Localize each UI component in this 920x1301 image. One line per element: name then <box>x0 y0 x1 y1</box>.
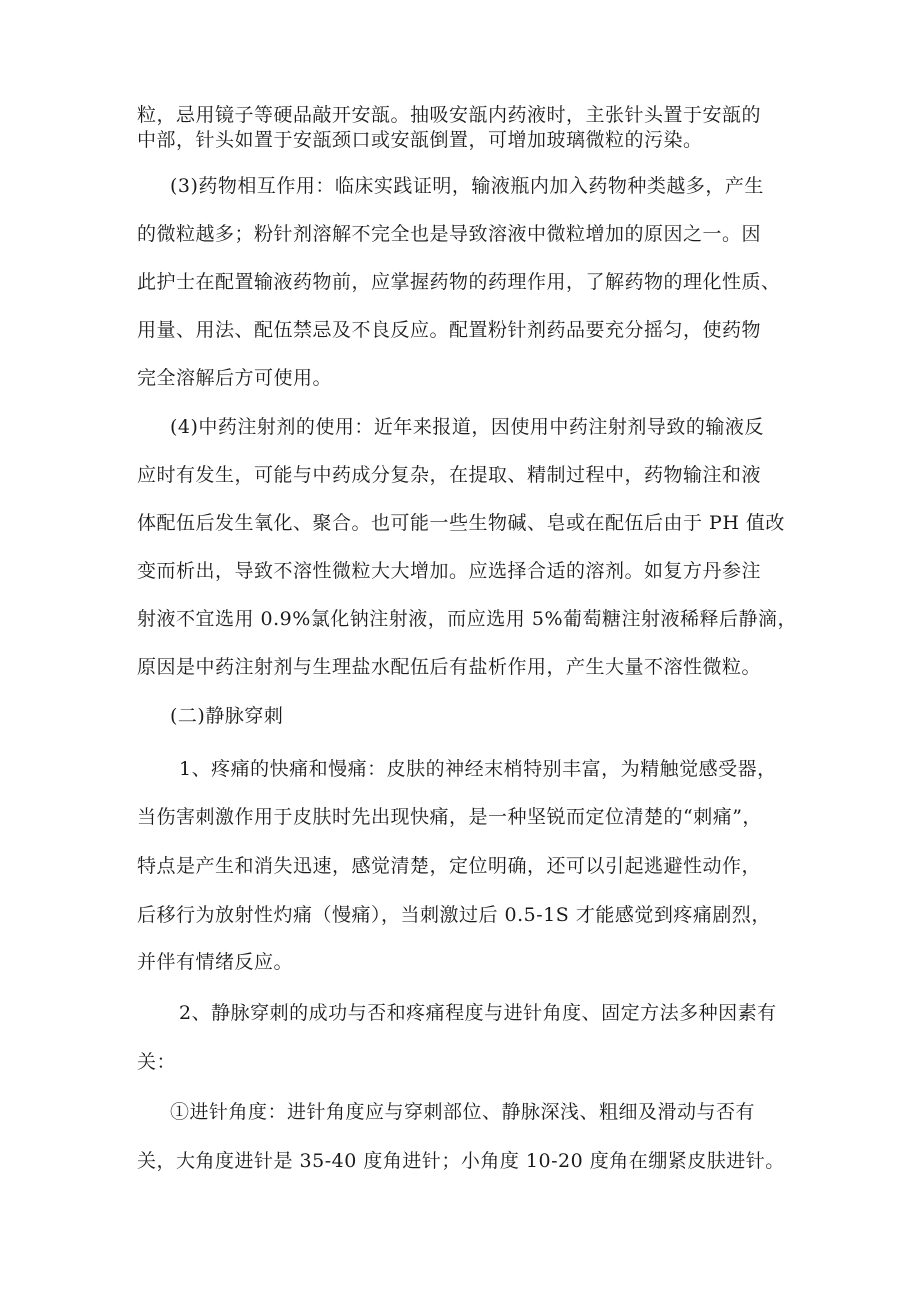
text-line: 关，大角度进针是 35-40 度角进针；小角度 10-20 度角在绷紧皮肤进针。 <box>137 1150 785 1172</box>
text-line: 关： <box>137 1051 177 1073</box>
text-line: 此护士在配置输液药物前，应掌握药物的药理作用，了解药物的理化性质、 <box>137 271 781 293</box>
text-line: 后移行为放射性灼痛（慢痛），当刺激过后 0.5-1S 才能感觉到疼痛剧烈， <box>137 904 771 926</box>
text-line: 完全溶解后方可使用。 <box>137 367 333 389</box>
text-line: 变而析出，导致不溶性微粒大大增加。应选择合适的溶剂。如复方丹参注 <box>137 560 762 582</box>
text-line: 用量、用法、配伍禁忌及不良反应。配置粉针剂药品要充分摇匀，使药物 <box>137 319 762 341</box>
text-line: 并伴有情绪反应。 <box>137 951 294 973</box>
text-line: 1、疼痛的快痛和慢痛：皮肤的神经末梢特别丰富，为精触觉感受器， <box>179 758 777 780</box>
text-line: ①进针角度：进针角度应与穿刺部位、静脉深浅、粗细及滑动与否有 <box>170 1101 756 1123</box>
text-line: (4)中药注射剂的使用：近年来报道，因使用中药注射剂导致的输液反 <box>170 416 764 438</box>
text-line: 射液不宜选用 0.9%氯化钠注射液，而应选用 5%葡萄糖注射液稀释后静滴， <box>137 608 797 630</box>
text-line: 特点是产生和消失迅速，感觉清楚，定位明确，还可以引起逃避性动作， <box>137 855 762 877</box>
text-line: 中部，针头如置于安瓿颈口或安瓿倒置，可增加玻璃微粒的污染。 <box>137 129 703 151</box>
text-line: 体配伍后发生氧化、聚合。也可能一些生物碱、皂或在配伍后由于 PH 值改 <box>137 512 785 534</box>
text-line: 应时有发生，可能与中药成分复杂，在提取、精制过程中，药物输注和液 <box>137 464 762 486</box>
text-line: 的微粒越多；粉针剂溶解不完全也是导致溶液中微粒增加的原因之一。因 <box>137 223 762 245</box>
text-line: (3)药物相互作用：临床实践证明，输液瓶内加入药物种类越多，产生 <box>170 175 764 197</box>
text-line: 粒，忌用镜子等硬品敲开安瓿。抽吸安瓿内药液时，主张针头置于安瓿的 <box>137 104 762 126</box>
text-line: 原因是中药注射剂与生理盐水配伍后有盐析作用，产生大量不溶性微粒。 <box>137 656 762 678</box>
text-line: 2、静脉穿刺的成功与否和疼痛程度与进针角度、固定方法多种因素有 <box>179 1002 777 1024</box>
section-heading: (二)静脉穿刺 <box>170 705 284 727</box>
text-line: 当伤害刺激作用于皮肤时先出现快痛，是一种坚锐而定位清楚的“刺痛”， <box>137 806 762 828</box>
